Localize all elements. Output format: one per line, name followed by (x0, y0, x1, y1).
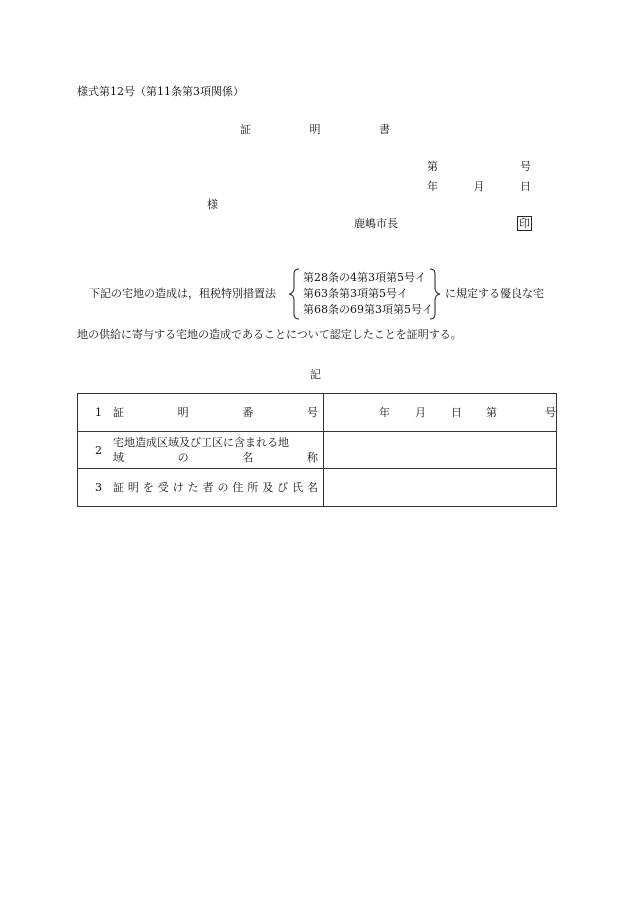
number-prefix: 第 (427, 160, 438, 173)
title-char: 証 (240, 123, 251, 136)
issue-date-line (427, 180, 531, 194)
issuer-name: 鹿嶋市長 (354, 217, 398, 230)
value-month: 月 (415, 406, 426, 419)
table-row (78, 469, 557, 507)
provision-item: 第28条の4第3項第5号イ (303, 271, 426, 284)
label-char: 名 (242, 451, 254, 464)
row-label (106, 394, 324, 432)
body-line-2: 地の供給に寄与する宅地の造成であることについて認定したことを証明する。 (77, 328, 462, 341)
date-year: 年 (427, 180, 438, 193)
value-number-suffix: 号 (545, 406, 556, 419)
form-number: 様式第12号（第11条第3項関係） (77, 85, 244, 98)
right-brace (427, 268, 443, 320)
document-title (240, 123, 390, 137)
value-day: 日 (451, 406, 462, 419)
row-number: 1 (78, 394, 107, 432)
label-char: 明 (127, 481, 139, 494)
title-char: 書 (379, 123, 390, 136)
label-char: 証 (113, 406, 124, 419)
label-char: け (172, 481, 184, 494)
label-char: 受 (157, 481, 169, 494)
title-char: 明 (309, 123, 321, 136)
date-month: 月 (473, 180, 485, 193)
area-name-value[interactable] (324, 432, 557, 469)
label-char: 者 (202, 481, 214, 494)
label-char: 所 (247, 481, 259, 494)
label-char: 域 (113, 451, 124, 464)
row-label (106, 432, 324, 469)
left-brace (286, 268, 302, 320)
label-char: の (177, 451, 189, 464)
provision-item: 第68条の69第3項第5号イ (303, 303, 433, 316)
recipient-address-name-value[interactable] (324, 469, 557, 507)
addressee-suffix: 様 (207, 198, 218, 211)
label-char: 氏 (292, 481, 304, 494)
note-heading: 記 (310, 368, 321, 381)
row-label (106, 469, 324, 507)
number-suffix: 号 (520, 160, 531, 173)
value-number-prefix: 第 (486, 406, 497, 419)
seal-mark: 印 (519, 217, 530, 230)
label-char: 番 (242, 406, 254, 419)
row-number: 2 (78, 432, 107, 469)
body-after: に規定する優良な宅 (445, 287, 544, 300)
label-char: た (187, 481, 199, 494)
law-provisions (303, 270, 433, 318)
label-char: の (217, 481, 229, 494)
table-row (78, 394, 557, 432)
label-char: 及 (262, 481, 274, 494)
provision-item: 第63条第3項第5号イ (303, 287, 408, 300)
label-char: 称 (306, 451, 318, 464)
value-year: 年 (379, 406, 390, 419)
label-char: 証 (113, 481, 124, 494)
table-row (78, 432, 557, 469)
label-char: 住 (232, 481, 244, 494)
row-number: 3 (78, 469, 107, 507)
date-day: 日 (520, 180, 531, 193)
certificate-table (77, 393, 557, 507)
certificate-number-line (427, 160, 531, 174)
label-char: 号 (306, 406, 318, 419)
label-char: 名 (306, 481, 318, 494)
label-line: 宅地造成区域及び工区に含まれる地 (113, 436, 289, 449)
label-char: び (277, 481, 289, 494)
certificate-number-value[interactable] (324, 394, 557, 432)
label-char: を (142, 481, 154, 494)
body-intro: 下記の宅地の造成は，租税特別措置法 (89, 287, 276, 300)
label-char: 明 (177, 406, 189, 419)
